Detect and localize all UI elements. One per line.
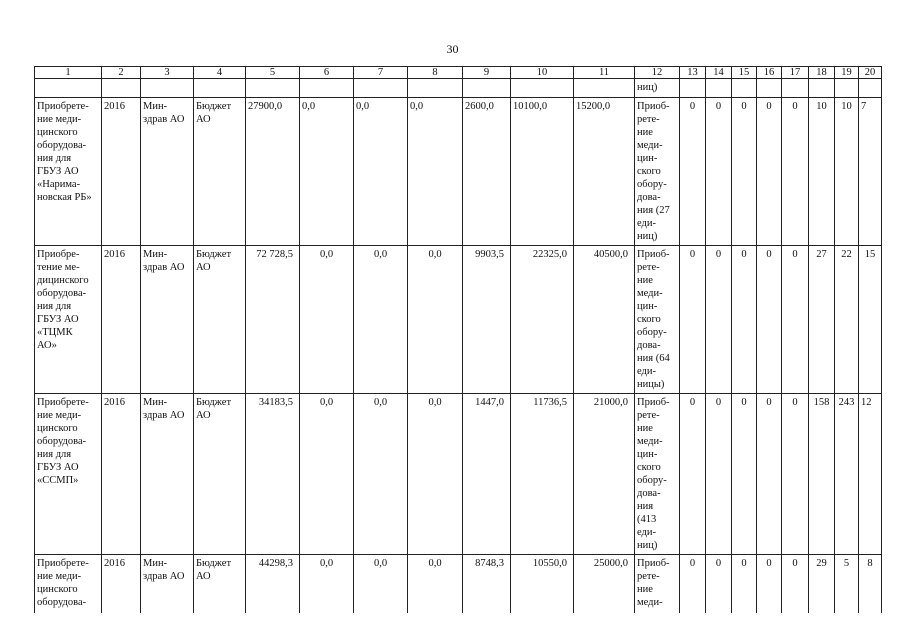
value-cell: 21000,0 [574,394,635,555]
column-header: 20 [859,67,882,79]
value-cell: 0,0 [300,394,354,555]
column-header: 9 [463,67,511,79]
indicator-cell: 0 [680,555,706,614]
value-cell: 0,0 [408,98,463,246]
value-cell: 0,0 [300,246,354,394]
item-name: Приобрете- ние меди- цинского оборудова- ния для ГБУЗ АО «ССМП» [35,394,102,555]
value-cell: 11736,5 [511,394,574,555]
indicator-cell: 0 [782,555,809,614]
value-cell: 1447,0 [463,394,511,555]
column-header: 1 [35,67,102,79]
table-row [35,394,882,555]
source-cell: Бюджет АО [194,246,246,394]
total-cell: 27900,0 [246,98,300,246]
column-header: 19 [835,67,859,79]
source-cell: Бюджет АО [194,555,246,614]
indicator-cell: 0 [706,555,732,614]
value-cell: 15200,0 [574,98,635,246]
column-header: 11 [574,67,635,79]
value-cell: 40500,0 [574,246,635,394]
indicator-cell: 0 [706,394,732,555]
year-cell: 2016 [102,394,141,555]
value-cell: 0,0 [354,98,408,246]
column-header: 4 [194,67,246,79]
result-cell: Приоб- рете- ние меди- цин- ского обору- дова- ния (27 еди- ниц) [635,98,680,246]
total-cell: 72 728,5 [246,246,300,394]
value-cell: 0,0 [354,555,408,614]
total-cell: 44298,3 [246,555,300,614]
indicator-cell: 10 [809,98,835,246]
table-row [35,98,882,246]
column-header: 3 [141,67,194,79]
indicator-cell: 7 [859,98,882,246]
source-cell: Бюджет АО [194,394,246,555]
header-row [35,67,882,79]
table-row [35,246,882,394]
source-cell: Бюджет АО [194,98,246,246]
item-name: Приобре- тение ме- дицинского оборудова- ния для ГБУЗ АО «ТЦМК АО» [35,246,102,394]
indicator-cell: 0 [757,394,782,555]
indicator-cell: 29 [809,555,835,614]
item-name: Приобрете- ние меди- цинского оборудова- [35,555,102,614]
column-header: 16 [757,67,782,79]
indicator-cell: 10 [835,98,859,246]
indicator-cell: 0 [732,98,757,246]
value-cell: 2600,0 [463,98,511,246]
column-header: 7 [354,67,408,79]
indicator-cell: 8 [859,555,882,614]
item-name: Приобрете- ние меди- цинского оборудова- ния для ГБУЗ АО «Нарима- новская РБ» [35,98,102,246]
indicator-cell: 5 [835,555,859,614]
year-cell: 2016 [102,555,141,614]
column-header: 12 [635,67,680,79]
column-header: 6 [300,67,354,79]
indicator-cell: 0 [782,98,809,246]
page-number: 30 [446,42,459,56]
value-cell: 0,0 [300,98,354,246]
value-cell: 0,0 [408,555,463,614]
value-cell: 8748,3 [463,555,511,614]
result-cell: Приоб- рете- ние меди- [635,555,680,614]
executor-cell: Мин- здрав АО [141,555,194,614]
value-cell: 10550,0 [511,555,574,614]
indicator-cell: 0 [706,246,732,394]
executor-cell: Мин- здрав АО [141,98,194,246]
indicator-cell: 12 [859,394,882,555]
indicator-cell: 22 [835,246,859,394]
value-cell: 0,0 [354,394,408,555]
column-header: 10 [511,67,574,79]
program-table [34,66,882,613]
indicator-cell: 0 [757,246,782,394]
indicator-cell: 0 [680,98,706,246]
indicator-cell: 0 [757,98,782,246]
value-cell: 0,0 [408,394,463,555]
indicator-cell: 243 [835,394,859,555]
column-header: 8 [408,67,463,79]
indicator-cell: 158 [809,394,835,555]
year-cell: 2016 [102,246,141,394]
indicator-cell: 0 [732,555,757,614]
continuation-text: ниц) [635,79,680,98]
value-cell: 0,0 [300,555,354,614]
result-cell: Приоб- рете- ние меди- цин- ского обору- дова- ния (64 еди- ницы) [635,246,680,394]
column-header: 17 [782,67,809,79]
indicator-cell: 15 [859,246,882,394]
indicator-cell: 0 [680,394,706,555]
table-row [35,555,882,614]
value-cell: 0,0 [408,246,463,394]
year-cell: 2016 [102,98,141,246]
indicator-cell: 27 [809,246,835,394]
value-cell: 22325,0 [511,246,574,394]
indicator-cell: 0 [782,394,809,555]
column-header: 15 [732,67,757,79]
indicator-cell: 0 [732,246,757,394]
value-cell: 25000,0 [574,555,635,614]
result-cell: Приоб- рете- ние меди- цин- ского обору- дова- ния (413 еди- ниц) [635,394,680,555]
executor-cell: Мин- здрав АО [141,394,194,555]
continuation-row [35,79,882,98]
value-cell: 0,0 [354,246,408,394]
executor-cell: Мин- здрав АО [141,246,194,394]
indicator-cell: 0 [732,394,757,555]
value-cell: 10100,0 [511,98,574,246]
total-cell: 34183,5 [246,394,300,555]
column-header: 14 [706,67,732,79]
indicator-cell: 0 [706,98,732,246]
column-header: 13 [680,67,706,79]
indicator-cell: 0 [680,246,706,394]
column-header: 5 [246,67,300,79]
indicator-cell: 0 [782,246,809,394]
column-header: 2 [102,67,141,79]
value-cell: 9903,5 [463,246,511,394]
indicator-cell: 0 [757,555,782,614]
column-header: 18 [809,67,835,79]
